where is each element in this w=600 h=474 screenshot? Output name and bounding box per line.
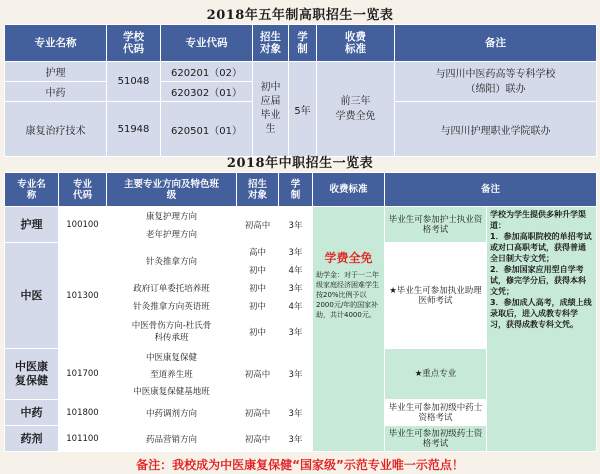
- cell-note-pathways: 学校为学生提供多种升学渠道： 1．参加高职院校的单招考试或对口高职考试，获得普通全日制大专文凭； 2．参加国家应用型自学考试，修完学分后，获得本科文凭； 3．参加成人高考，成绩上线录取后，进入成教专科学习，获得成教专科文凭。: [487, 207, 597, 452]
- cell-duration: 3年: [279, 243, 313, 261]
- header-duration: 学 制: [279, 173, 313, 207]
- cell-target: 初中: [237, 261, 279, 279]
- table2-header-row: [5, 173, 597, 207]
- cell-major-code: 620302（01）: [161, 82, 253, 102]
- cell-direction: 老年护理方向: [107, 225, 237, 243]
- cell-major: 中医: [5, 243, 59, 349]
- header-major-code: 专业代码: [161, 25, 253, 62]
- header-notes: 备注: [385, 173, 597, 207]
- footer-note: 备注：我校成为中医康复保健“国家级”示范专业唯一示范点！: [136, 458, 464, 472]
- cell-major: 中医康 复保健: [5, 349, 59, 400]
- cell-duration: 3年: [279, 400, 313, 426]
- cell-direction: 至道养生班: [107, 366, 237, 383]
- cell-note: 毕业生可参加初级中药士资格考试: [385, 400, 487, 426]
- cell-note: 毕业生可参加初级药士资格考试: [385, 426, 487, 452]
- cell-target: 高中: [237, 243, 279, 261]
- table-secondary: [4, 172, 597, 452]
- cell-duration: 3年: [279, 426, 313, 452]
- cell-direction: 政府订单委托培养班: [107, 279, 237, 297]
- cell-major-code: 620501（01）: [161, 102, 253, 157]
- header-direction: 主要专业方向及特色班 级: [107, 173, 237, 207]
- cell-target: 初中 应届 毕业 生: [253, 62, 289, 157]
- cell-duration: 4年: [279, 261, 313, 279]
- cell-major: 护理: [5, 62, 107, 82]
- cell-note: 与四川中医药高等专科学校 （绵阳）联办: [395, 62, 597, 102]
- header-school-code: 学校 代码: [107, 25, 161, 62]
- cell-major: 中药: [5, 400, 59, 426]
- cell-duration: 3年: [279, 279, 313, 297]
- table2-title: 2018年中职招生一览表: [226, 156, 374, 171]
- cell-major: 护理: [5, 207, 59, 243]
- cell-major: 康复治疗技术: [5, 102, 107, 157]
- cell-major: 中药: [5, 82, 107, 102]
- cell-major-code: 620201（02）: [161, 62, 253, 82]
- cell-duration: 4年: [279, 297, 313, 315]
- cell-direction: 中医康复保健基地班: [107, 383, 237, 400]
- cell-fee: [313, 207, 385, 452]
- cell-target: 初高中: [237, 349, 279, 400]
- cell-school-code: 51948: [107, 102, 161, 157]
- cell-direction: 中医骨伤方向-杜氏骨 科传承班: [107, 315, 237, 349]
- cell-direction: 针灸推拿方向: [107, 243, 237, 279]
- cell-direction: 中医康复保健: [107, 349, 237, 366]
- table-row: [5, 62, 597, 82]
- header-major: 专业名称: [5, 25, 107, 62]
- cell-code: 101800: [59, 400, 107, 426]
- cell-duration: 3年: [279, 349, 313, 400]
- cell-school-code: 51048: [107, 62, 161, 102]
- header-duration: 学 制: [289, 25, 317, 62]
- cell-note: ★毕业生可参加执业助理医师考试: [385, 243, 487, 349]
- header-major-code: 专业 代码: [59, 173, 107, 207]
- cell-target: 初中: [237, 279, 279, 297]
- cell-major: 药剂: [5, 426, 59, 452]
- cell-fee: 前三年 学费全免: [317, 62, 395, 157]
- header-notes: 备注: [395, 25, 597, 62]
- table1-title: 2018年五年制高职招生一览表: [206, 8, 394, 23]
- cell-target: 初高中: [237, 400, 279, 426]
- cell-duration: 3年: [279, 207, 313, 243]
- header-target: 招生 对象: [237, 173, 279, 207]
- cell-code: 101300: [59, 243, 107, 349]
- cell-target: 初高中: [237, 207, 279, 243]
- cell-target: 初中: [237, 315, 279, 349]
- table-five-year: [4, 24, 597, 157]
- cell-code: 101100: [59, 426, 107, 452]
- header-major: 专业名 称: [5, 173, 59, 207]
- cell-direction: 中药调剂方向: [107, 400, 237, 426]
- cell-duration: 5年: [289, 62, 317, 157]
- cell-code: 101700: [59, 349, 107, 400]
- header-target: 招生 对象: [253, 25, 289, 62]
- fee-sub: 助学金：对于一二年级家庭经济困难学生按20%比例予以2000元/年的国家补助，共计4000元。: [316, 271, 379, 319]
- cell-direction: 康复护理方向: [107, 207, 237, 225]
- table1-header-row: [5, 25, 597, 62]
- cell-note: ★重点专业: [385, 349, 487, 400]
- fee-main: 学费全免: [324, 251, 373, 265]
- header-fee: 收费 标准: [317, 25, 395, 62]
- cell-target: 初高中: [237, 426, 279, 452]
- cell-direction: 针灸推拿方向英语班: [107, 297, 237, 315]
- cell-code: 100100: [59, 207, 107, 243]
- cell-note: 与四川护理职业学院联办: [395, 102, 597, 157]
- cell-note: 毕业生可参加护士执业资格考试: [385, 207, 487, 243]
- cell-target: 初中: [237, 297, 279, 315]
- table-row: [5, 207, 597, 225]
- cell-direction: 药品营销方向: [107, 426, 237, 452]
- header-fee: 收费标准: [313, 173, 385, 207]
- cell-duration: 3年: [279, 315, 313, 349]
